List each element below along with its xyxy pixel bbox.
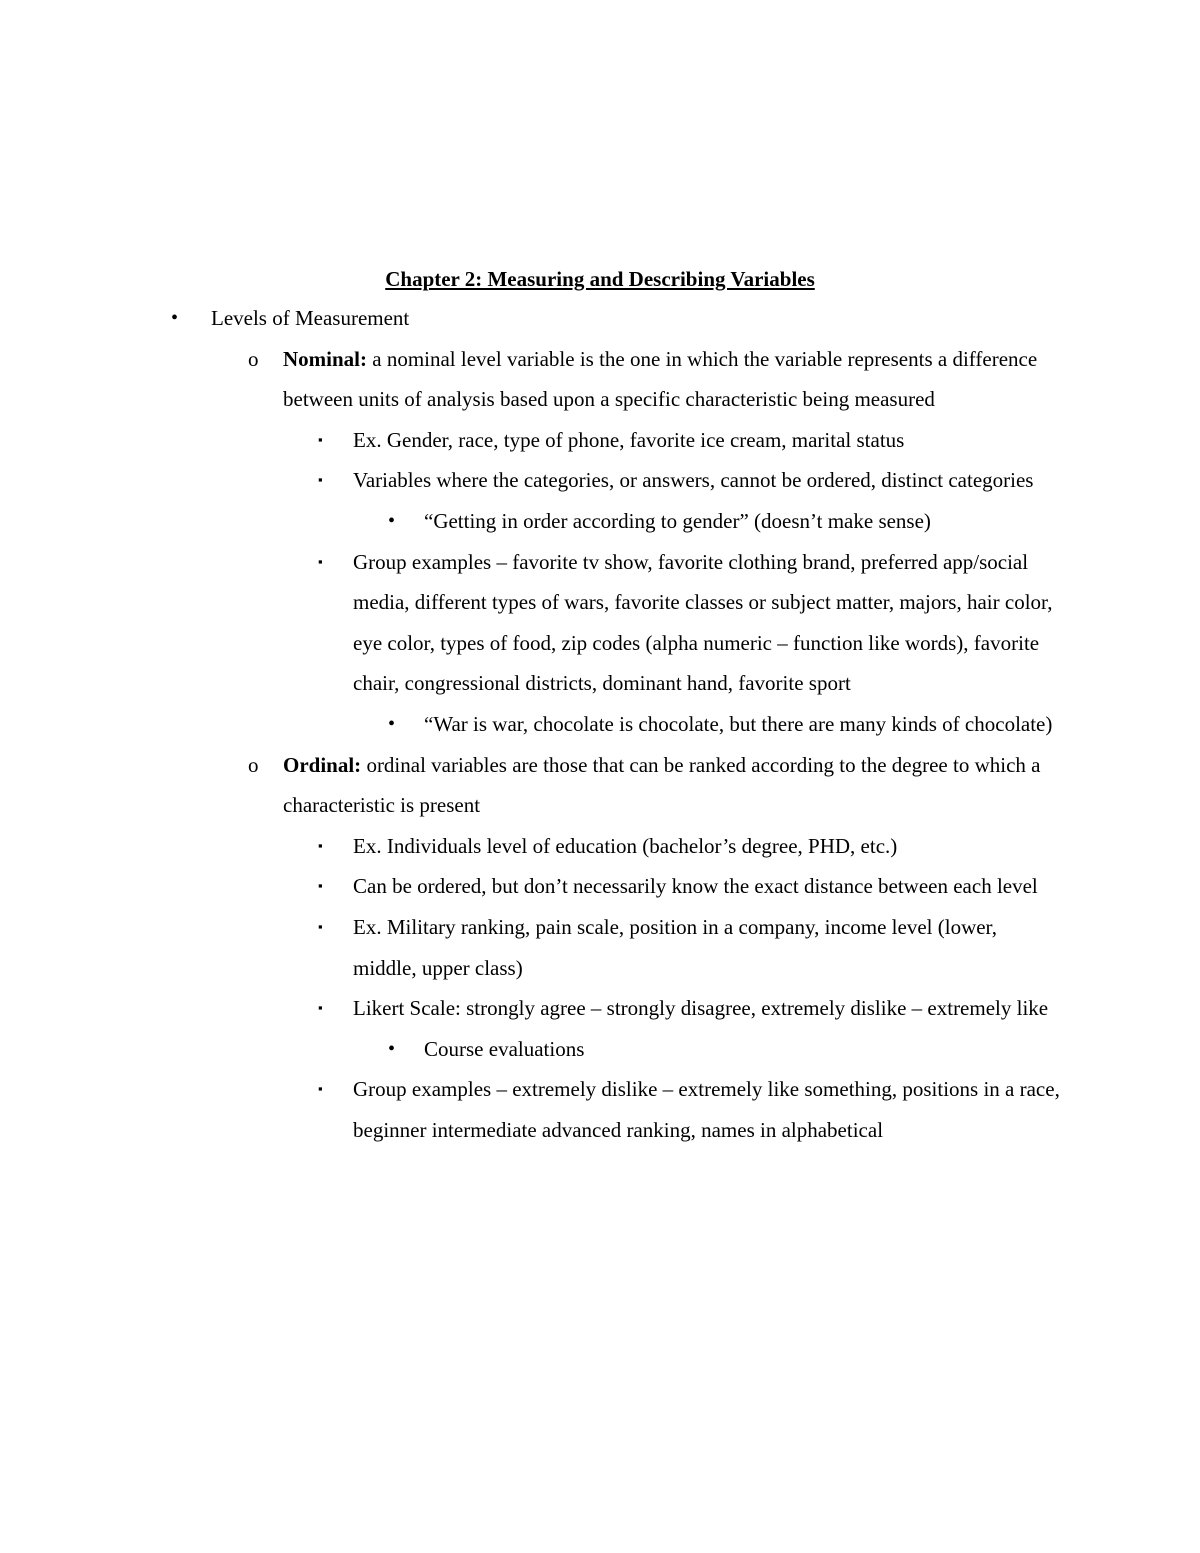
term-label: Nominal:: [283, 346, 367, 371]
outline-list: [0, 298, 1200, 1150]
list-item: [0, 501, 1200, 542]
bullet-marker: ▪: [318, 1081, 323, 1097]
bullet-marker: ▪: [318, 878, 323, 894]
list-item: [0, 542, 1200, 704]
list-item: [0, 704, 1200, 745]
bullet-marker: ▪: [318, 431, 323, 447]
list-item-text: Ex. Individuals level of education (bachelor’s degree, PHD, etc.): [353, 833, 898, 858]
list-item-text: [283, 339, 1063, 420]
list-item-text: Levels of Measurement: [211, 306, 410, 330]
list-item: [0, 745, 1200, 826]
list-item: [0, 460, 1200, 501]
list-item-text: Group examples – extremely dislike – extremely like something, positions in a race, beginner intermediate advanced ranking, names in alphabetical: [353, 1077, 1060, 1142]
bullet-marker: ▪: [318, 1000, 323, 1016]
list-item-text: Ex. Gender, race, type of phone, favorite ice cream, marital status: [353, 427, 905, 452]
bullet-marker: ▪: [318, 837, 323, 853]
bullet-marker: o: [248, 346, 259, 371]
list-item-text: Group examples – favorite tv show, favorite clothing brand, preferred app/social media, different types of wars, favorite classes or subject matter, majors, hair color, eye color, types of food, zip codes (alpha numeric – function like words), favorite chair, congressional districts, dominant hand, favorite sport: [353, 549, 1053, 696]
list-item-text: “Getting in order according to gender” (doesn’t make sense): [424, 508, 931, 533]
bullet-marker: ▪: [318, 918, 323, 934]
bullet-marker: •: [171, 307, 179, 329]
list-item: [0, 866, 1200, 907]
list-item: [0, 907, 1200, 988]
bullet-marker: •: [388, 509, 396, 532]
list-item: [0, 988, 1200, 1029]
list-item: [0, 298, 1200, 339]
list-item-text: Course evaluations: [424, 1036, 585, 1061]
bullet-marker: ▪: [318, 472, 323, 488]
list-item-text: Ex. Military ranking, pain scale, position in a company, income level (lower, middle, upper class): [353, 914, 997, 980]
list-item-text: Can be ordered, but don’t necessarily know the exact distance between each level: [353, 874, 1038, 899]
list-item-text: Likert Scale: strongly agree – strongly disagree, extremely dislike – extremely like: [353, 996, 1049, 1021]
bullet-marker: •: [388, 712, 396, 735]
bullet-marker: ▪: [318, 553, 323, 569]
page-title: Chapter 2: Measuring and Describing Variables: [385, 267, 815, 291]
list-item: [0, 826, 1200, 867]
term-definition: a nominal level variable is the one in which the variable represents a difference between units of analysis based upon a specific characteristic being measured: [283, 346, 1038, 412]
term-definition: ordinal variables are those that can be ranked according to the degree to which a characteristic is present: [283, 752, 1041, 818]
list-item-text: “War is war, chocolate is chocolate, but there are many kinds of chocolate): [424, 711, 1053, 736]
list-item: [0, 1029, 1200, 1070]
list-item: [0, 420, 1200, 461]
bullet-marker: •: [388, 1037, 396, 1060]
list-item: [0, 1069, 1200, 1150]
list-item-text: [283, 745, 1063, 826]
term-label: Ordinal:: [283, 752, 362, 777]
list-item: [0, 339, 1200, 420]
bullet-marker: o: [248, 752, 259, 777]
list-item-text: Variables where the categories, or answers, cannot be ordered, distinct categories: [353, 468, 1034, 493]
